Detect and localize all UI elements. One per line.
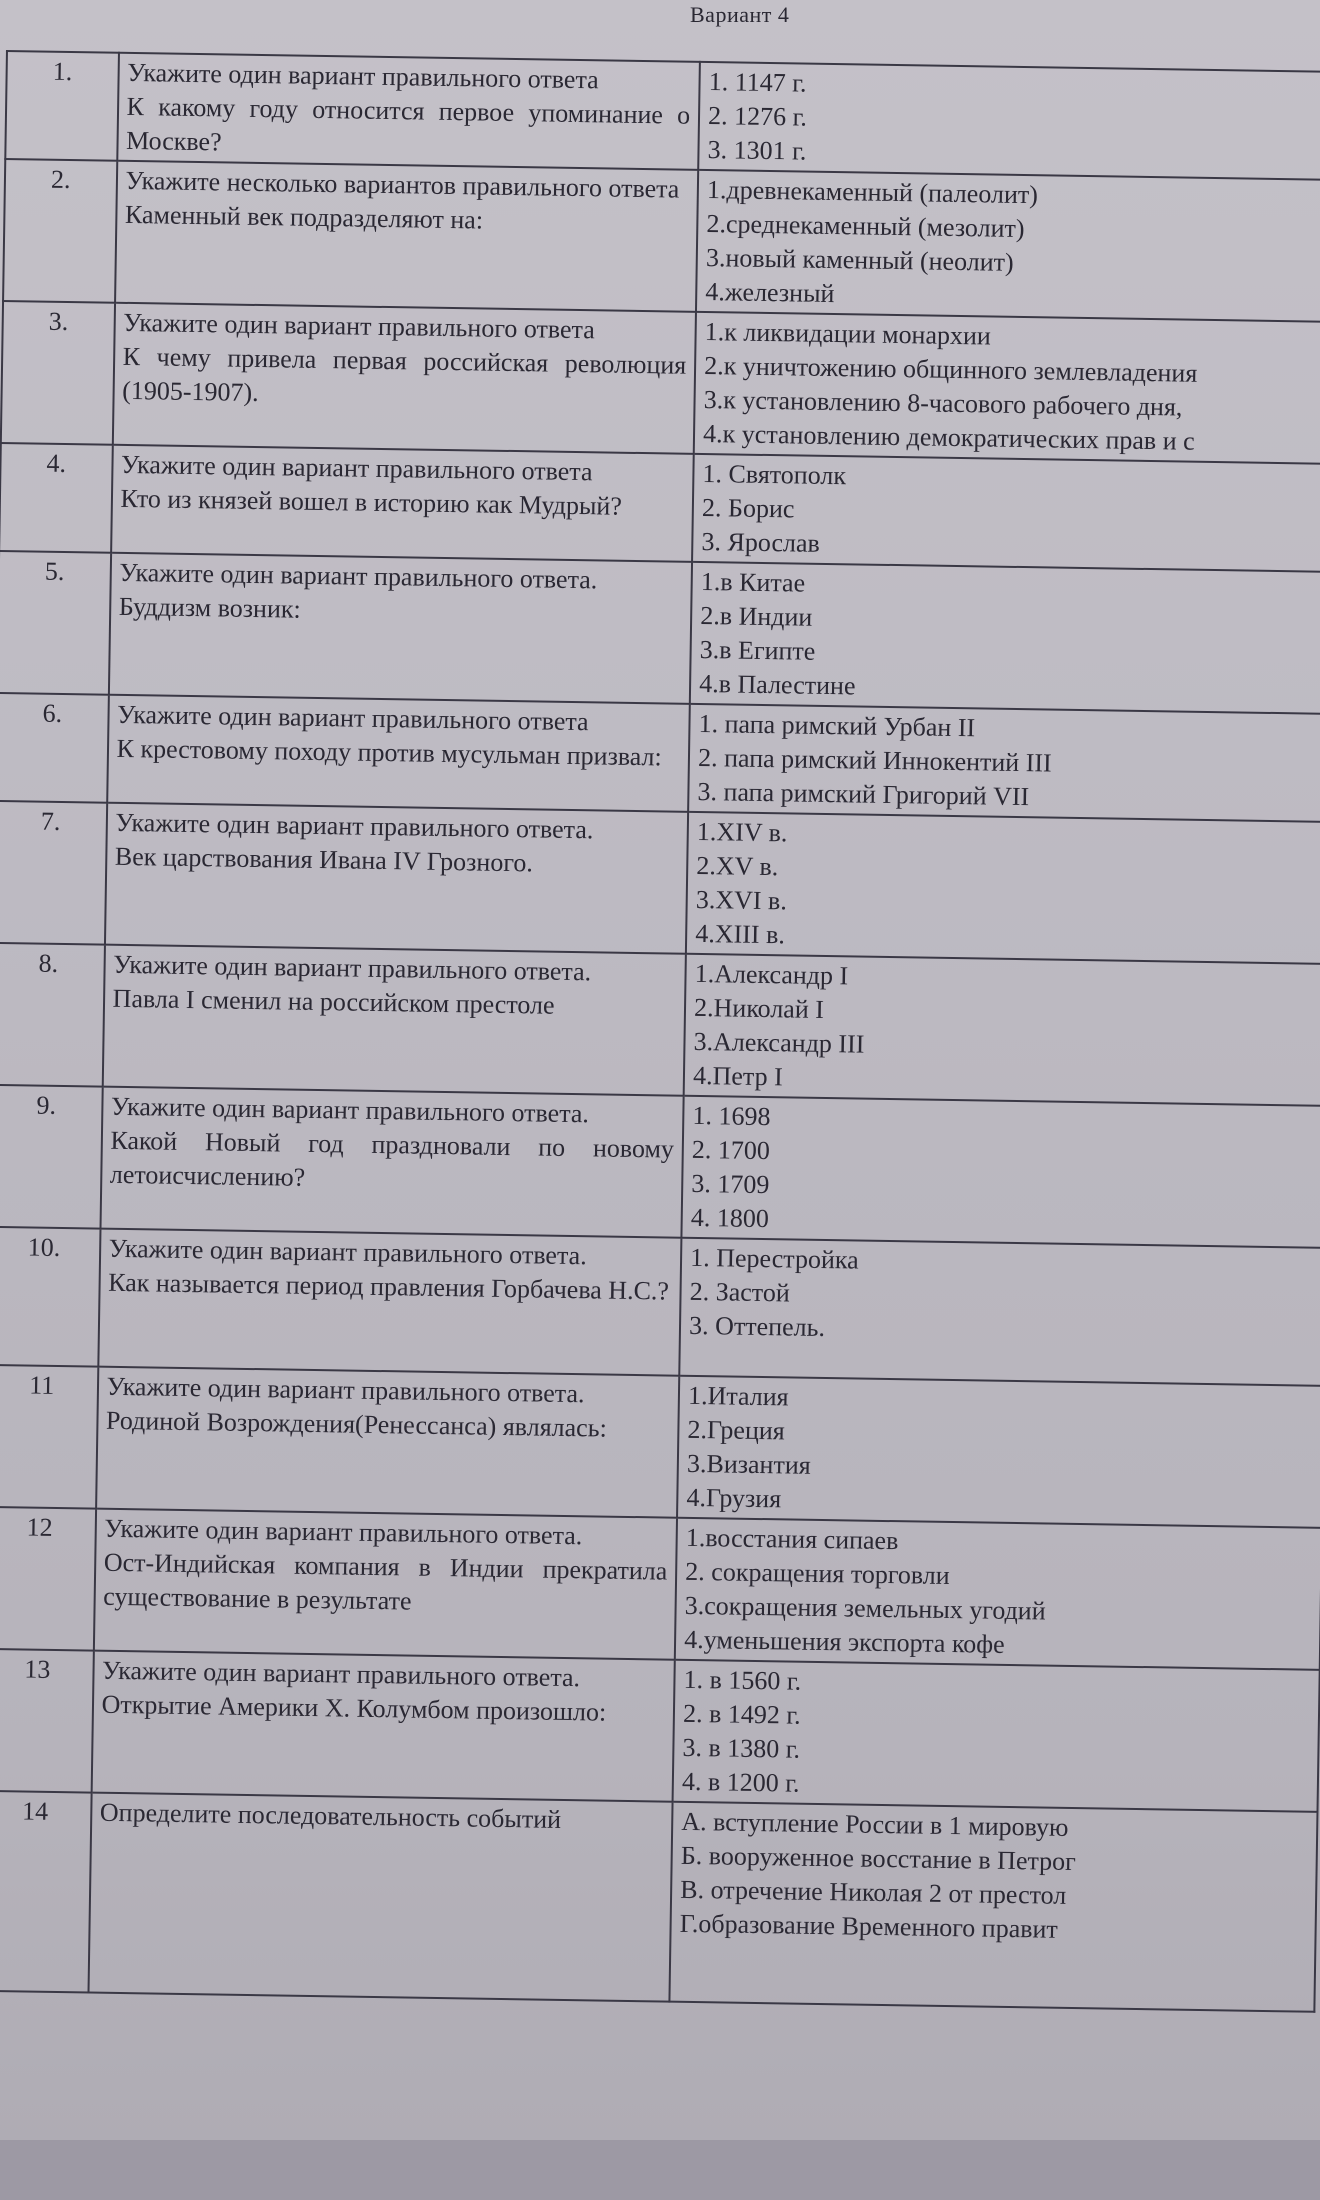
question-text: Открытие Америки Х. Колумбом произошло: [101,1689,607,1727]
question-row [0,1507,1320,1670]
question-instruction: Определите последовательность событий [99,1797,562,1834]
question-text: К чему привела первая российская революция (1905-1907). [122,341,687,408]
answer-option: В. отречение Николая 2 от престол [680,1874,1067,1910]
answer-option: 1.в Китае [700,566,806,598]
answer-option: 4.к установлению демократических прав и с [702,419,1195,456]
answer-option: 4.в Палестине [699,668,856,701]
answer-option: 2. 1700 [691,1134,771,1166]
answer-option: 1. 1147 г. [708,67,807,98]
answer-option: 4.железный [705,277,835,309]
answer-options-cell [673,1660,1320,1812]
question-cell [98,1229,682,1376]
answer-option: 3.Византия [686,1448,811,1480]
question-cell [108,553,692,704]
question-text: Какой Новый год праздновали по новому летоисчислению? [109,1125,675,1192]
answer-option: Б. вооруженное восстание в Петрог [680,1840,1077,1877]
question-instruction: Укажите несколько вариантов правильного ответа [125,165,680,204]
question-row [0,943,1320,1106]
answer-option: 2.в Индии [700,600,813,632]
question-text: Как называется период правления Горбачева Н.С.? [107,1267,670,1306]
answer-options-cell [696,170,1320,322]
answer-option: 2.Греция [687,1414,785,1446]
answer-option: 3.сокращения земельных угодий [684,1590,1046,1626]
answer-option: 3. в 1380 г. [682,1732,801,1764]
question-row [0,551,1320,714]
question-number: 11 [0,1365,98,1509]
answer-options-cell [692,454,1320,572]
answer-option: 4. 1800 [690,1202,770,1234]
answer-option: 2. Застой [689,1276,790,1308]
question-cell [88,1793,673,2002]
answer-option: 2. 1276 г. [707,101,808,132]
question-cell [105,803,689,954]
question-cell [115,161,699,312]
question-number: 3. [1,301,115,445]
question-cell [112,303,696,454]
answer-option: 1. Перестройка [690,1242,859,1275]
question-text: Каменный век подразделяют на: [124,199,484,235]
question-cell [96,1367,680,1518]
question-cell [107,695,690,812]
answer-option: 1. Святополк [702,458,847,491]
question-text: Кто из князей вошел в историю как Мудрый? [120,483,623,521]
question-text: Ост-Индийская компания в Индии прекратила существование в результате [103,1547,668,1616]
question-text: К крестовому походу против мусульман призвал: [116,733,663,772]
question-instruction: Укажите один вариант правильного ответа [116,699,589,737]
answer-option: 3. Оттепель. [688,1310,826,1343]
question-cell [117,53,700,170]
answer-option: 4.уменьшения экспорта кофе [684,1624,1005,1659]
answer-option: 3. Ярослав [701,526,821,558]
answer-options-cell [694,312,1320,464]
question-row [0,443,1320,572]
answer-option: 1.восстания сипаев [685,1522,899,1556]
answer-option: 3. 1301 г. [707,135,807,166]
question-instruction: Укажите один вариант правильного ответа. [110,1091,590,1129]
question-text: Родиной Возрождения(Ренессанса) являлась: [105,1405,608,1443]
question-row [0,1085,1320,1248]
question-row [0,1791,1317,2012]
answer-options-cell [679,1238,1320,1386]
question-cell [100,1087,684,1238]
question-number: 6. [0,693,108,803]
answer-option: 3.XVI в. [695,884,788,916]
answer-option: 3.к установлению 8-часового рабочего дня, [703,385,1183,422]
question-number: 1. [5,51,118,161]
answer-option: 1.Александр I [694,958,849,991]
answer-option: 2. Борис [701,492,795,524]
question-instruction: Укажите один вариант правильного ответа. [104,1513,583,1551]
answer-option: 4.Грузия [686,1482,782,1514]
question-cell [111,445,694,562]
question-instruction: Укажите один вариант правильного ответа. [119,557,598,595]
question-instruction: Укажите один вариант правильного ответа. [112,949,592,987]
question-number: 12 [0,1507,96,1651]
question-cell [93,1509,677,1660]
question-instruction: Укажите один вариант правильного ответа [126,57,599,95]
question-row [3,159,1320,322]
question-number: 2. [3,159,117,303]
question-number: 9. [0,1085,102,1229]
answer-option: 1.XIV в. [696,816,788,848]
answer-option: А. вступление России в 1 мировую [681,1806,1069,1842]
question-instruction: Укажите один вариант правильного ответа. [108,1233,587,1271]
question-number: 4. [0,443,112,553]
answer-option: 3. 1709 [691,1168,770,1200]
question-number: 7. [0,801,107,945]
answer-option: 1. 1698 [692,1100,771,1132]
bottom-edge [0,2140,1320,2200]
answer-option: 1. папа римский Урбан II [698,708,976,743]
question-cell [102,945,686,1096]
answer-option: 3.Александр III [693,1026,865,1059]
answer-option: 2.XV в. [696,850,779,882]
question-instruction: Укажите один вариант правильного ответа [123,307,595,345]
question-row [0,1365,1320,1528]
answer-options-cell [698,62,1320,180]
question-cell [91,1651,675,1802]
answer-option: 1.к ликвидации монархии [704,317,992,351]
answer-options-cell [686,812,1320,964]
answer-options-cell [682,1096,1320,1248]
answer-option: 2.Николай I [693,992,825,1024]
question-text: Буддизм возник: [118,591,301,624]
question-number: 14 [0,1791,91,1993]
question-row [0,801,1320,964]
answer-option: 1.древнекаменный (палеолит) [706,175,1039,210]
answer-option: 4.Петр I [692,1060,783,1092]
question-text: К какому году относится первое упоминание о Москве? [125,91,691,157]
question-number: 13 [0,1649,93,1793]
answer-options-cell [670,1802,1318,2012]
answer-option: 3.новый каменный (неолит) [705,243,1014,277]
answer-option: 2.к уничтожению общинного землевладения [704,351,1198,388]
question-row [1,301,1320,464]
question-row [5,51,1320,180]
answer-option: 2. сокращения торговли [685,1556,950,1591]
answer-option: 1. в 1560 г. [683,1664,802,1696]
questions-table [0,50,1320,2013]
question-row [0,693,1320,822]
answer-options-cell [677,1376,1320,1528]
question-row [0,1649,1320,1812]
variant-heading: Вариант 4 [690,2,790,27]
question-instruction: Укажите один вариант правильного ответа. [115,807,594,845]
question-instruction: Укажите один вариант правильного ответа. [106,1371,585,1409]
answer-option: 1.Италия [687,1380,789,1412]
answer-option: 4. в 1200 г. [681,1766,800,1798]
question-instruction: Укажите один вариант правильного ответа. [101,1655,581,1693]
question-number: 10. [0,1227,100,1367]
answer-options-cell [684,954,1320,1106]
question-row [0,1227,1320,1386]
question-text: Век царствования Ивана IV Грозного. [114,841,534,878]
answer-option: 3. папа римский Григорий VII [697,776,1030,812]
question-number: 5. [0,551,111,695]
answer-option: 3.в Египте [699,634,816,666]
answer-option: 2. в 1492 г. [682,1698,801,1730]
answer-option: 4.XIII в. [695,918,786,950]
question-instruction: Укажите один вариант правильного ответа [120,449,593,487]
question-number: 8. [0,943,105,1087]
answer-options-cell [690,562,1320,714]
question-text: Павла I сменил на российском престоле [112,983,555,1020]
answer-option: 2. папа римский Иннокентий III [697,742,1052,778]
answer-option: 2.среднекаменный (мезолит) [706,209,1025,244]
answer-options-cell [688,704,1320,822]
answer-options-cell [675,1518,1320,1670]
answer-option: Г.образование Временного правит [679,1908,1059,1944]
